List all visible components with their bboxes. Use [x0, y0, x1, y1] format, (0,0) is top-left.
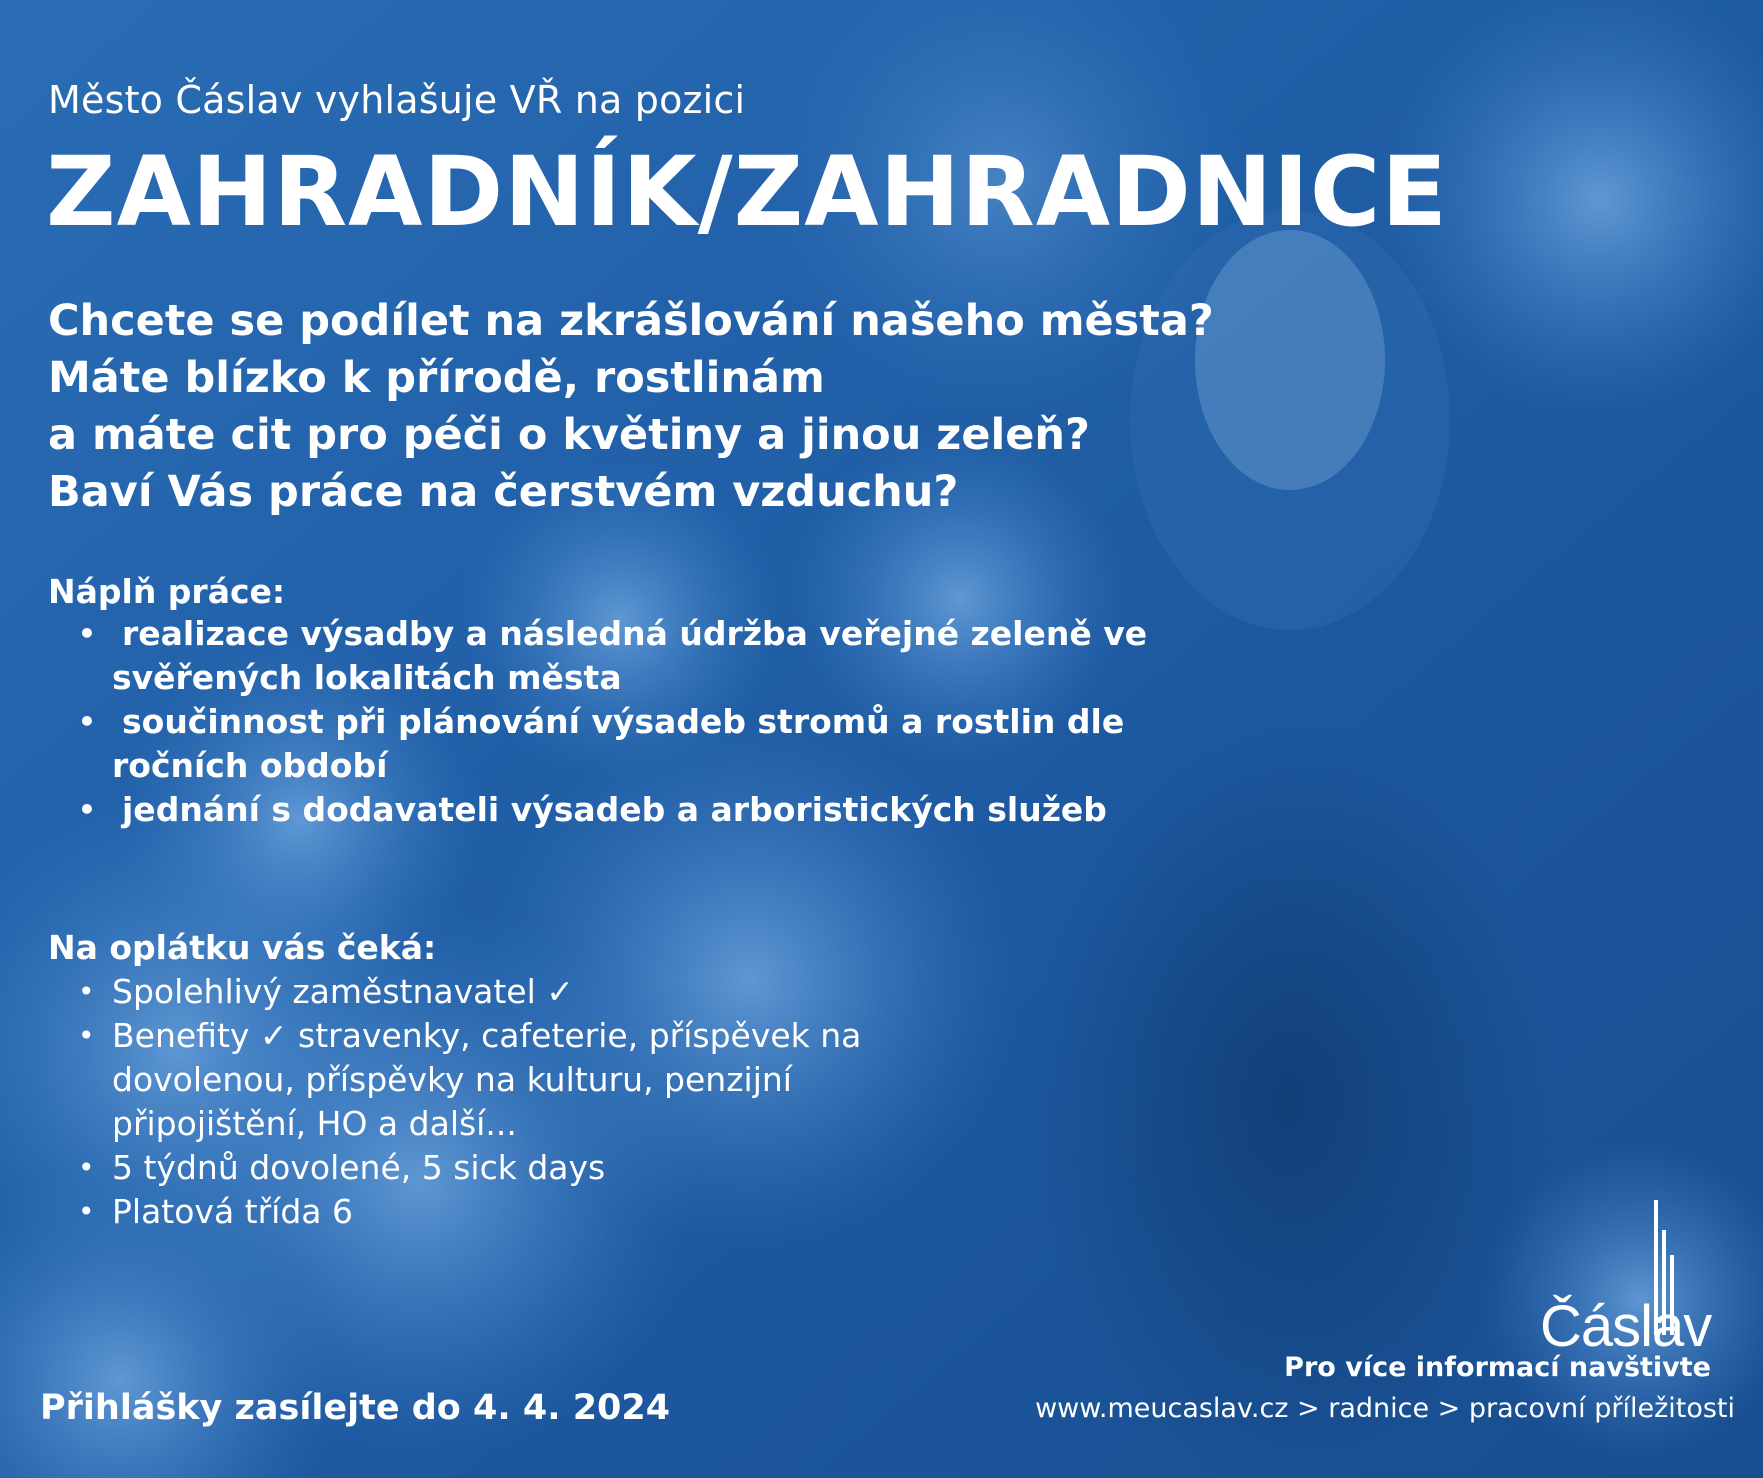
caslav-logo [1540, 1200, 1740, 1360]
question-line: Baví Vás práce na čerstvém vzduchu? [48, 467, 959, 517]
more-info-text: Pro více informací navštivte [1284, 1352, 1711, 1383]
list-item: • jednání s dodavateli výsadeb a arboristických služeb [70, 788, 1210, 832]
questions-block [48, 293, 1348, 521]
duties-list [70, 612, 1210, 832]
benefits-title: Na oplátku vás čeká: [48, 928, 437, 967]
list-item: • realizace výsadby a následná údržba veřejné zeleně ve svěřených lokalitách města [78, 614, 1148, 697]
question-line: Máte blízko k přírodě, rostlinám [48, 353, 825, 403]
intro-text: Město Čáslav vyhlašuje VŘ na pozici [48, 78, 746, 122]
list-item: • Spolehlivý zaměstnavatel ✓ [70, 970, 990, 1014]
website-link[interactable]: www.meucaslav.cz > radnice > pracovní příležitosti [1035, 1393, 1735, 1424]
benefits-list [70, 970, 990, 1234]
question-line: Chcete se podílet na zkrášlování našeho města? [48, 296, 1214, 346]
bullet-icon: • [78, 1195, 95, 1228]
page-title: ZAHRADNÍK/ZAHRADNICE [46, 136, 1448, 248]
deadline-text: Přihlášky zasílejte do 4. 4. 2024 [40, 1388, 671, 1428]
bullet-icon: • [78, 1151, 95, 1184]
bullet-icon: • [78, 617, 96, 650]
bullet-icon: • [78, 1019, 95, 1052]
list-item: • součinnost při plánování výsadeb stromů a rostlin dle ročních období [78, 702, 1125, 785]
logo-text: Čáslav [1540, 1294, 1712, 1359]
list-item: • Platová třída 6 [70, 1190, 990, 1234]
question-line: a máte cit pro péči o květiny a jinou zeleň? [48, 410, 1090, 460]
list-item: • Benefity ✓ stravenky, cafeterie, příspěvek na dovolenou, příspěvky na kulturu, penzijní připojištění, HO a další... [78, 1016, 862, 1143]
duties-title: Náplň práce: [48, 572, 286, 611]
bullet-icon: • [78, 975, 95, 1008]
bullet-icon: • [78, 705, 96, 738]
list-item: • 5 týdnů dovolené, 5 sick days [70, 1146, 990, 1190]
bullet-icon: • [78, 793, 96, 826]
